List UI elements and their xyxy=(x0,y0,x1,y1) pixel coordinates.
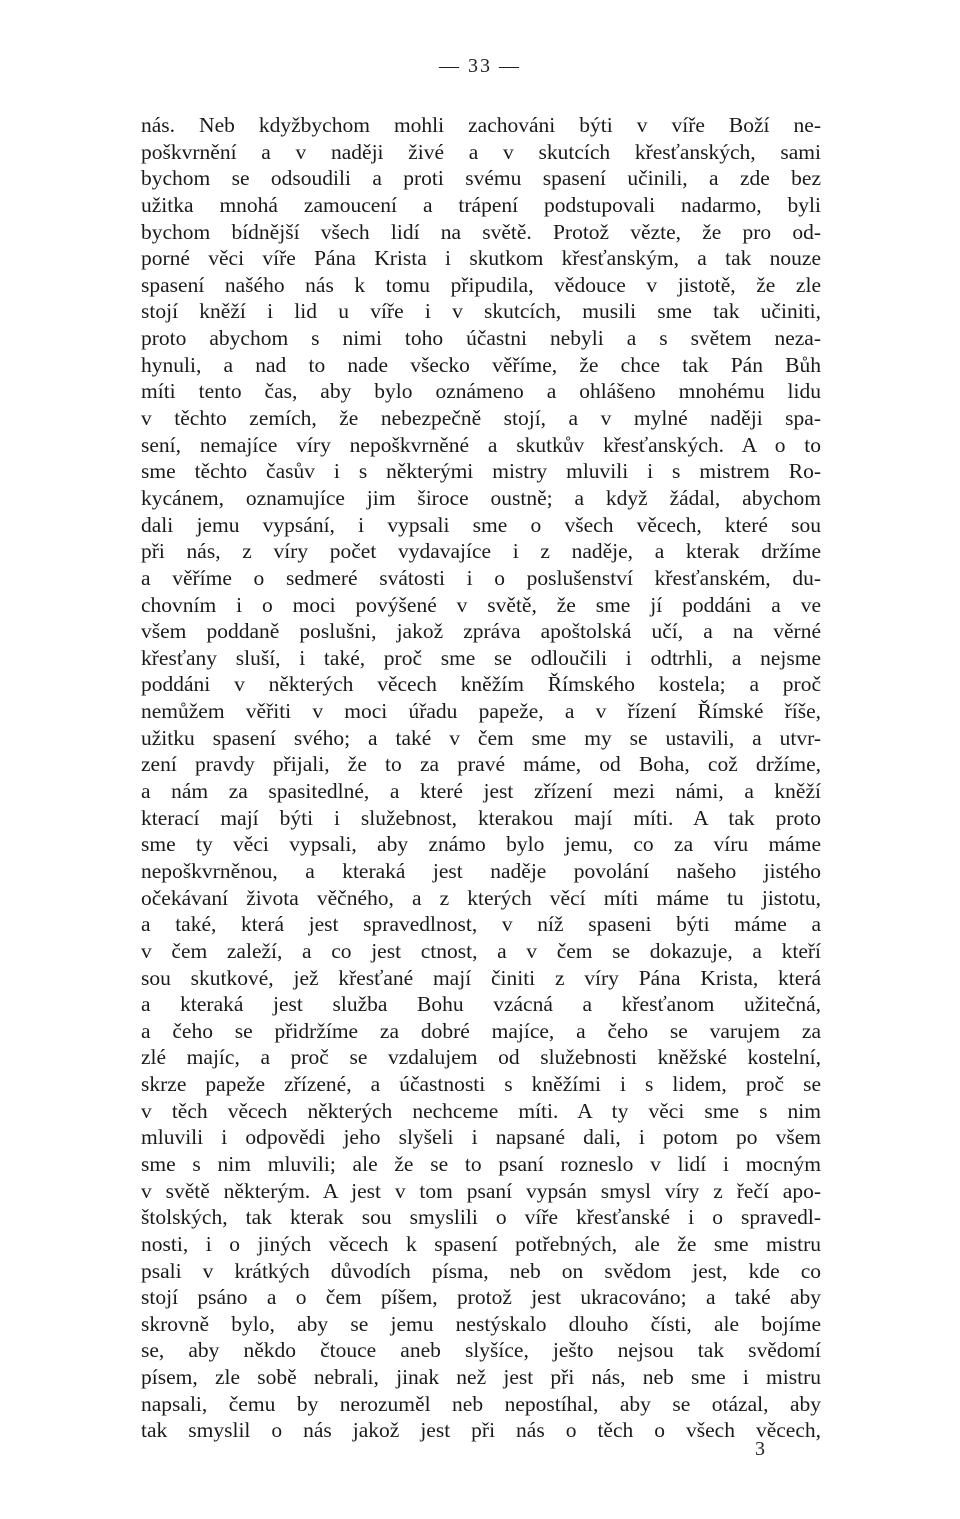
text-line: očekávaní života věčného, a z kterých věcí míti máme tu jistotu, xyxy=(141,885,821,910)
text-line: porné věci víře Pána Krista i skutkom křesťanským, a tak nouze xyxy=(141,246,821,271)
text-line: užitku spasení svého; a také v čem sme my se ustavili, a utvr- xyxy=(141,725,821,750)
text-line: v čem zaleží, a co jest ctnost, a v čem se dokazuje, a kteří xyxy=(141,938,821,963)
text-line: psali v krátkých důvodích písma, neb on svědom jest, kde co xyxy=(141,1258,821,1283)
text-line: skrze papeže zřízené, a účastnosti s kněžími i s lidem, proč se xyxy=(141,1072,821,1097)
text-line: mluvili i odpovědi jeho slyšeli i napsané dali, i potom po všem xyxy=(141,1125,821,1150)
text-line: nás. Neb kdyžbychom mohli zachováni býti v víře Boží ne- xyxy=(141,113,821,137)
text-line: míti tento čas, aby bylo oznámeno a ohlášeno mnohému lidu xyxy=(141,379,821,404)
text-line: nosti, i o jiných věcech k spasení potřebných, ale že sme mistru xyxy=(141,1231,821,1256)
text-line: napsali, čemu by nerozuměl neb nepostíhal, aby se otázal, aby xyxy=(141,1391,821,1416)
text-line: písem, zle sobě nebrali, jinak než jest při nás, neb sme i mistru xyxy=(141,1365,821,1390)
text-line: a věříme o sedmeré svátosti i o poslušenství křesťanském, du- xyxy=(141,565,821,590)
text-line: tak smyslil o nás jakož jest při nás o těch o všech věcech, xyxy=(141,1418,821,1443)
text-line: sme s nim mluvili; ale že se to psaní rozneslo v lidí i mocným xyxy=(141,1151,821,1176)
text-line: se, aby někdo čtouce aneb slyšíce, ješto nejsou tak svědomí xyxy=(141,1338,821,1363)
text-line: zlé majíc, a proč se vzdalujem od služebnosti kněžské kostelní, xyxy=(141,1045,821,1070)
text-line: nemůžem věřiti v moci úřadu papeže, a v řízení Římské říše, xyxy=(141,699,821,724)
text-line: štolských, tak kterak sou smyslili o víře křesťanské i o spravedl- xyxy=(141,1205,821,1230)
text-line: chovním i o moci povýšené v světě, že sme jí poddáni a ve xyxy=(141,592,821,617)
text-line: zení pravdy přijali, že to za pravé máme, od Boha, což držíme, xyxy=(141,752,821,777)
text-line: v těchto zemích, že nebezpečně stojí, a v mylné naději spa- xyxy=(141,406,821,431)
text-line: kycánem, oznamujíce jim široce oustně; a když žádal, abychom xyxy=(141,485,821,510)
text-line: a kteraká jest služba Bohu vzácná a křesťanom užitečná, xyxy=(141,992,821,1017)
text-line: dali jemu vypsání, i vypsali sme o všech věcech, které sou xyxy=(141,512,821,537)
text-line: všem poddaně poslušni, jakož zpráva apoštolská učí, a na věrné xyxy=(141,619,821,644)
text-line: sou skutkové, jež křesťané mají činiti z víry Pána Krista, která xyxy=(141,965,821,990)
text-line: při nás, z víry počet vydavajíce i z naděje, a kterak držíme xyxy=(141,539,821,564)
text-line: křesťany sluší, i také, proč sme se odloučili i odtrhli, a nejsme xyxy=(141,645,821,670)
text-line: proto abychom s nimi toho účastni nebyli a s světem neza- xyxy=(141,326,821,351)
page-number-header: — 33 — xyxy=(439,55,521,77)
text-line: bychom se odsoudili a proti svému spasení učinili, a zde bez xyxy=(141,166,821,191)
text-line: a čeho se přidržíme za dobré majíce, a čeho se varujem za xyxy=(141,1018,821,1043)
page-text-body xyxy=(141,112,821,1444)
text-line: bychom bídnější všech lidí na světě. Protož vězte, že pro od- xyxy=(141,219,821,244)
text-line: a nám za spasitedlné, a které jest zřízení mezi námi, a kněží xyxy=(141,779,821,804)
text-line: stojí psáno a o čem píšem, protož jest ukracováno; a také aby xyxy=(141,1285,821,1310)
text-line: užitka mnohá zamoucení a trápení podstupovali nadarmo, byli xyxy=(141,192,821,217)
text-line: a také, která jest spravedlnost, v níž spaseni býti máme a xyxy=(141,912,821,937)
text-line: stojí kněží i lid u víře i v skutcích, musili sme tak učiniti, xyxy=(141,299,821,324)
text-line: sme ty věci vypsali, aby známo bylo jemu, co za víru máme xyxy=(141,832,821,857)
text-line: poddáni v některých věcech kněžím Římského kostela; a proč xyxy=(141,672,821,697)
text-line: nepoškvrněnou, a kteraká jest naděje povolání našeho jistého xyxy=(141,858,821,883)
text-line: v světě některým. A jest v tom psaní vypsán smysl víry z řečí apo- xyxy=(141,1178,821,1203)
text-line: skrovně bylo, aby se jemu nestýskalo dlouho čísti, ale bojíme xyxy=(141,1311,821,1336)
text-line: sení, nemajíce víry nepoškvrněné a skutkův křesťanských. A o to xyxy=(141,432,821,457)
text-line: v těch věcech některých nechceme míti. A ty věci sme s nim xyxy=(141,1098,821,1123)
text-line: sme těchto časův i s některými mistry mluvili i s mistrem Ro- xyxy=(141,459,821,484)
text-line: poškvrnění a v naději živé a v skutcích křesťanských, sami xyxy=(141,139,821,164)
text-line: kterací mají býti i služebnost, kterakou mají míti. A tak proto xyxy=(141,805,821,830)
text-line: spasení našého nás k tomu připudila, vědouce v jistotě, že zle xyxy=(141,272,821,297)
signature-mark: 3 xyxy=(755,1438,765,1460)
text-line: hynuli, a nad to nade všecko věříme, že chce tak Pán Bůh xyxy=(141,352,821,377)
